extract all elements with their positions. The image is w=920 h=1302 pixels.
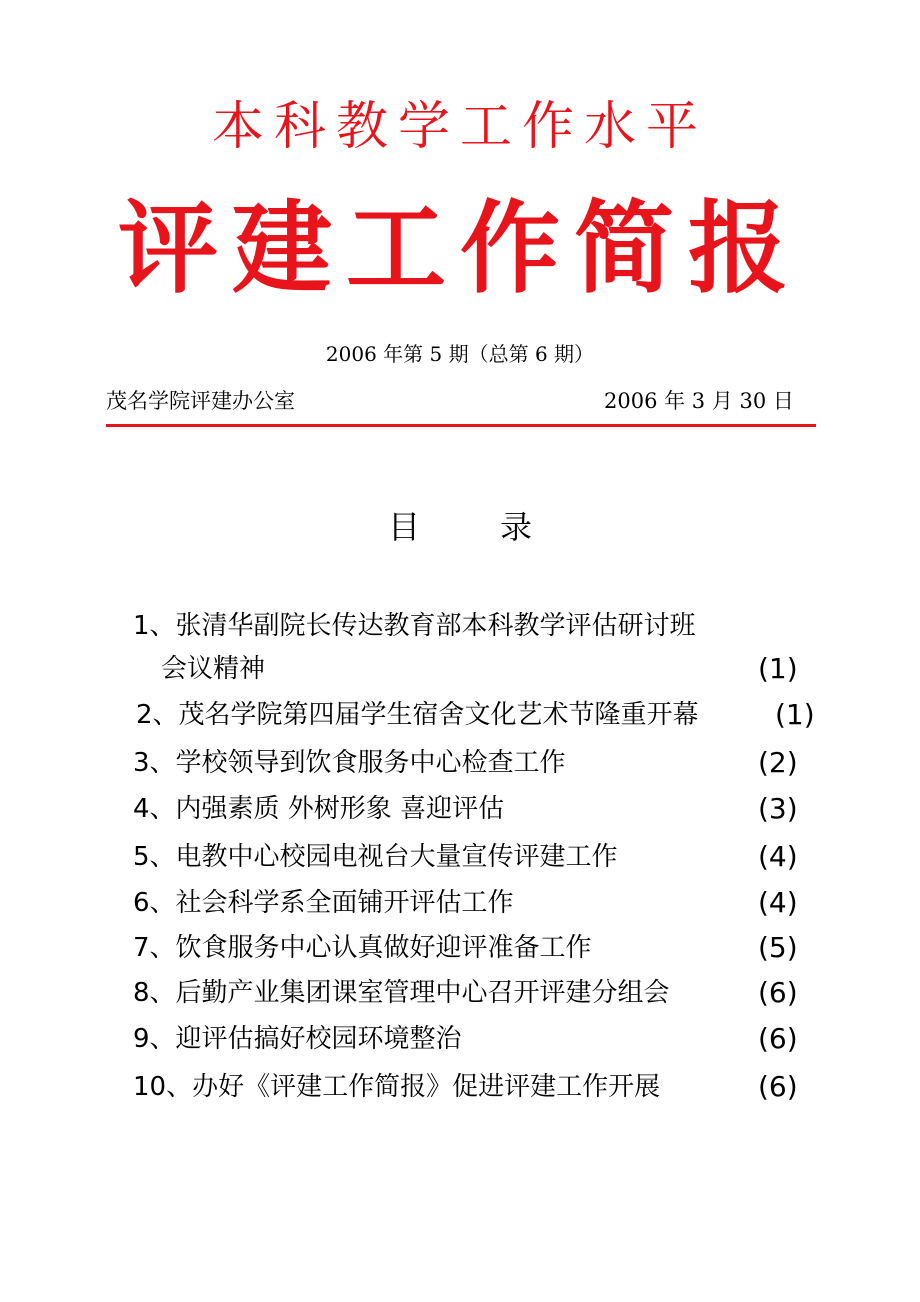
toc-page-1: (1) (758, 652, 798, 685)
toc-item-5[interactable]: 5、电教中心校园电视台大量宣传评建工作 (133, 842, 618, 872)
masthead-subtitle: 本科教学工作水平 (211, 97, 708, 157)
toc-page-9: (6) (758, 1022, 798, 1055)
issue-number: 2006 年第 5 期（总第 6 期） (325, 342, 595, 366)
toc-item-8[interactable]: 8、后勤产业集团课室管理中心召开评建分组会 (133, 978, 670, 1008)
toc-item-4[interactable]: 4、内强素质 外树形象 喜迎评估 (133, 794, 505, 824)
toc-item-1[interactable]: 1、张清华副院长传达教育部本科教学评估研讨班 (133, 611, 696, 641)
toc-page-3: (2) (758, 746, 798, 779)
publish-date: 2006 年 3 月 30 日 (604, 389, 794, 413)
toc-item-3[interactable]: 3、学校领导到饮食服务中心检查工作 (133, 748, 566, 778)
toc-item-1-cont[interactable]: 会议精神 (161, 654, 266, 684)
header-divider (106, 424, 816, 427)
toc-item-6[interactable]: 6、社会科学系全面铺开评估工作 (133, 888, 514, 918)
toc-page-5: (4) (758, 840, 798, 873)
toc-heading: 目录 (387, 508, 612, 546)
toc-item-7[interactable]: 7、饮食服务中心认真做好迎评准备工作 (133, 933, 592, 963)
toc-page-7: (5) (758, 931, 798, 964)
toc-item-9[interactable]: 9、迎评估搞好校园环境整治 (133, 1024, 462, 1054)
toc-page-10: (6) (758, 1070, 798, 1103)
publisher-org: 茂名学院评建办公室 (106, 389, 295, 413)
toc-page-4: (3) (758, 792, 798, 825)
masthead-title: 评建工作简报 (118, 189, 802, 307)
toc-page-8: (6) (758, 976, 798, 1009)
toc-item-10[interactable]: 10、办好《评建工作简报》促进评建工作开展 (133, 1072, 661, 1102)
toc-item-2[interactable]: 2、茂名学院第四届学生宿舍文化艺术节隆重开幕 (136, 700, 699, 730)
toc-page-6: (4) (758, 886, 798, 919)
toc-page-2: (1) (775, 698, 815, 731)
